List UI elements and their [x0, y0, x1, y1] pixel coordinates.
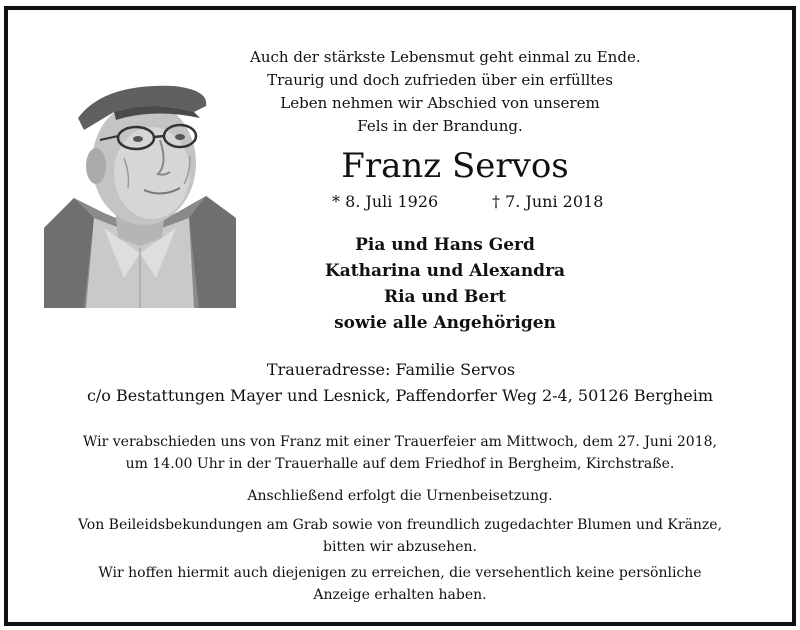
paragraph-line: Wir verabschieden uns von Franz mit einer Trauerfeier am Mittwoch, dem 27. Juni 2018,	[83, 434, 717, 450]
intro-line: Traurig und doch zufrieden über ein erfülltes	[267, 71, 613, 89]
paragraph-line: Anschließend erfolgt die Urnenbeisetzung.	[247, 488, 553, 504]
mourner-line: Katharina und Alexandra	[324, 261, 566, 281]
mourner-line: Ria und Bert	[383, 287, 507, 307]
ceremony-paragraph	[0, 431, 800, 475]
deceased-name: Franz Servos	[341, 146, 569, 186]
paragraph-line: um 14.00 Uhr in der Trauerhalle auf dem Friedhof in Bergheim, Kirchstraße.	[125, 456, 675, 472]
urn-burial-paragraph	[0, 485, 800, 507]
condolence-paragraph	[0, 514, 800, 558]
intro-line: Fels in der Brandung.	[357, 117, 523, 135]
closing-paragraph	[0, 562, 800, 606]
mourning-address-label	[0, 358, 800, 382]
portrait-photo	[44, 78, 236, 308]
intro-line: Auch der stärkste Lebensmut geht einmal zu Ende.	[250, 48, 641, 66]
mourner-line: sowie alle Angehörigen	[334, 313, 556, 333]
paragraph-line: Wir hoffen hiermit auch diejenigen zu erreichen, die versehentlich keine persönliche	[98, 565, 702, 581]
birth-date: * 8. Juli 1926	[332, 192, 439, 211]
mourning-address: c/o Bestattungen Mayer und Lesnick, Paffendorfer Weg 2-4, 50126 Bergheim	[86, 386, 714, 405]
mourners-list	[300, 232, 590, 336]
intro-verse	[250, 46, 641, 138]
mourning-address-label-text: Traueradresse: Familie Servos	[266, 360, 516, 379]
paragraph-line: Anzeige erhalten haben.	[313, 587, 487, 603]
mourner-line: Pia und Hans Gerd	[355, 235, 535, 255]
paragraph-line: Von Beileidsbekundungen am Grab sowie von freundlich zugedachter Blumen und Kränze,	[77, 517, 723, 533]
paragraph-line: bitten wir abzusehen.	[323, 539, 477, 555]
intro-line: Leben nehmen wir Abschied von unserem	[280, 94, 600, 112]
death-date: † 7. Juni 2018	[492, 192, 604, 211]
